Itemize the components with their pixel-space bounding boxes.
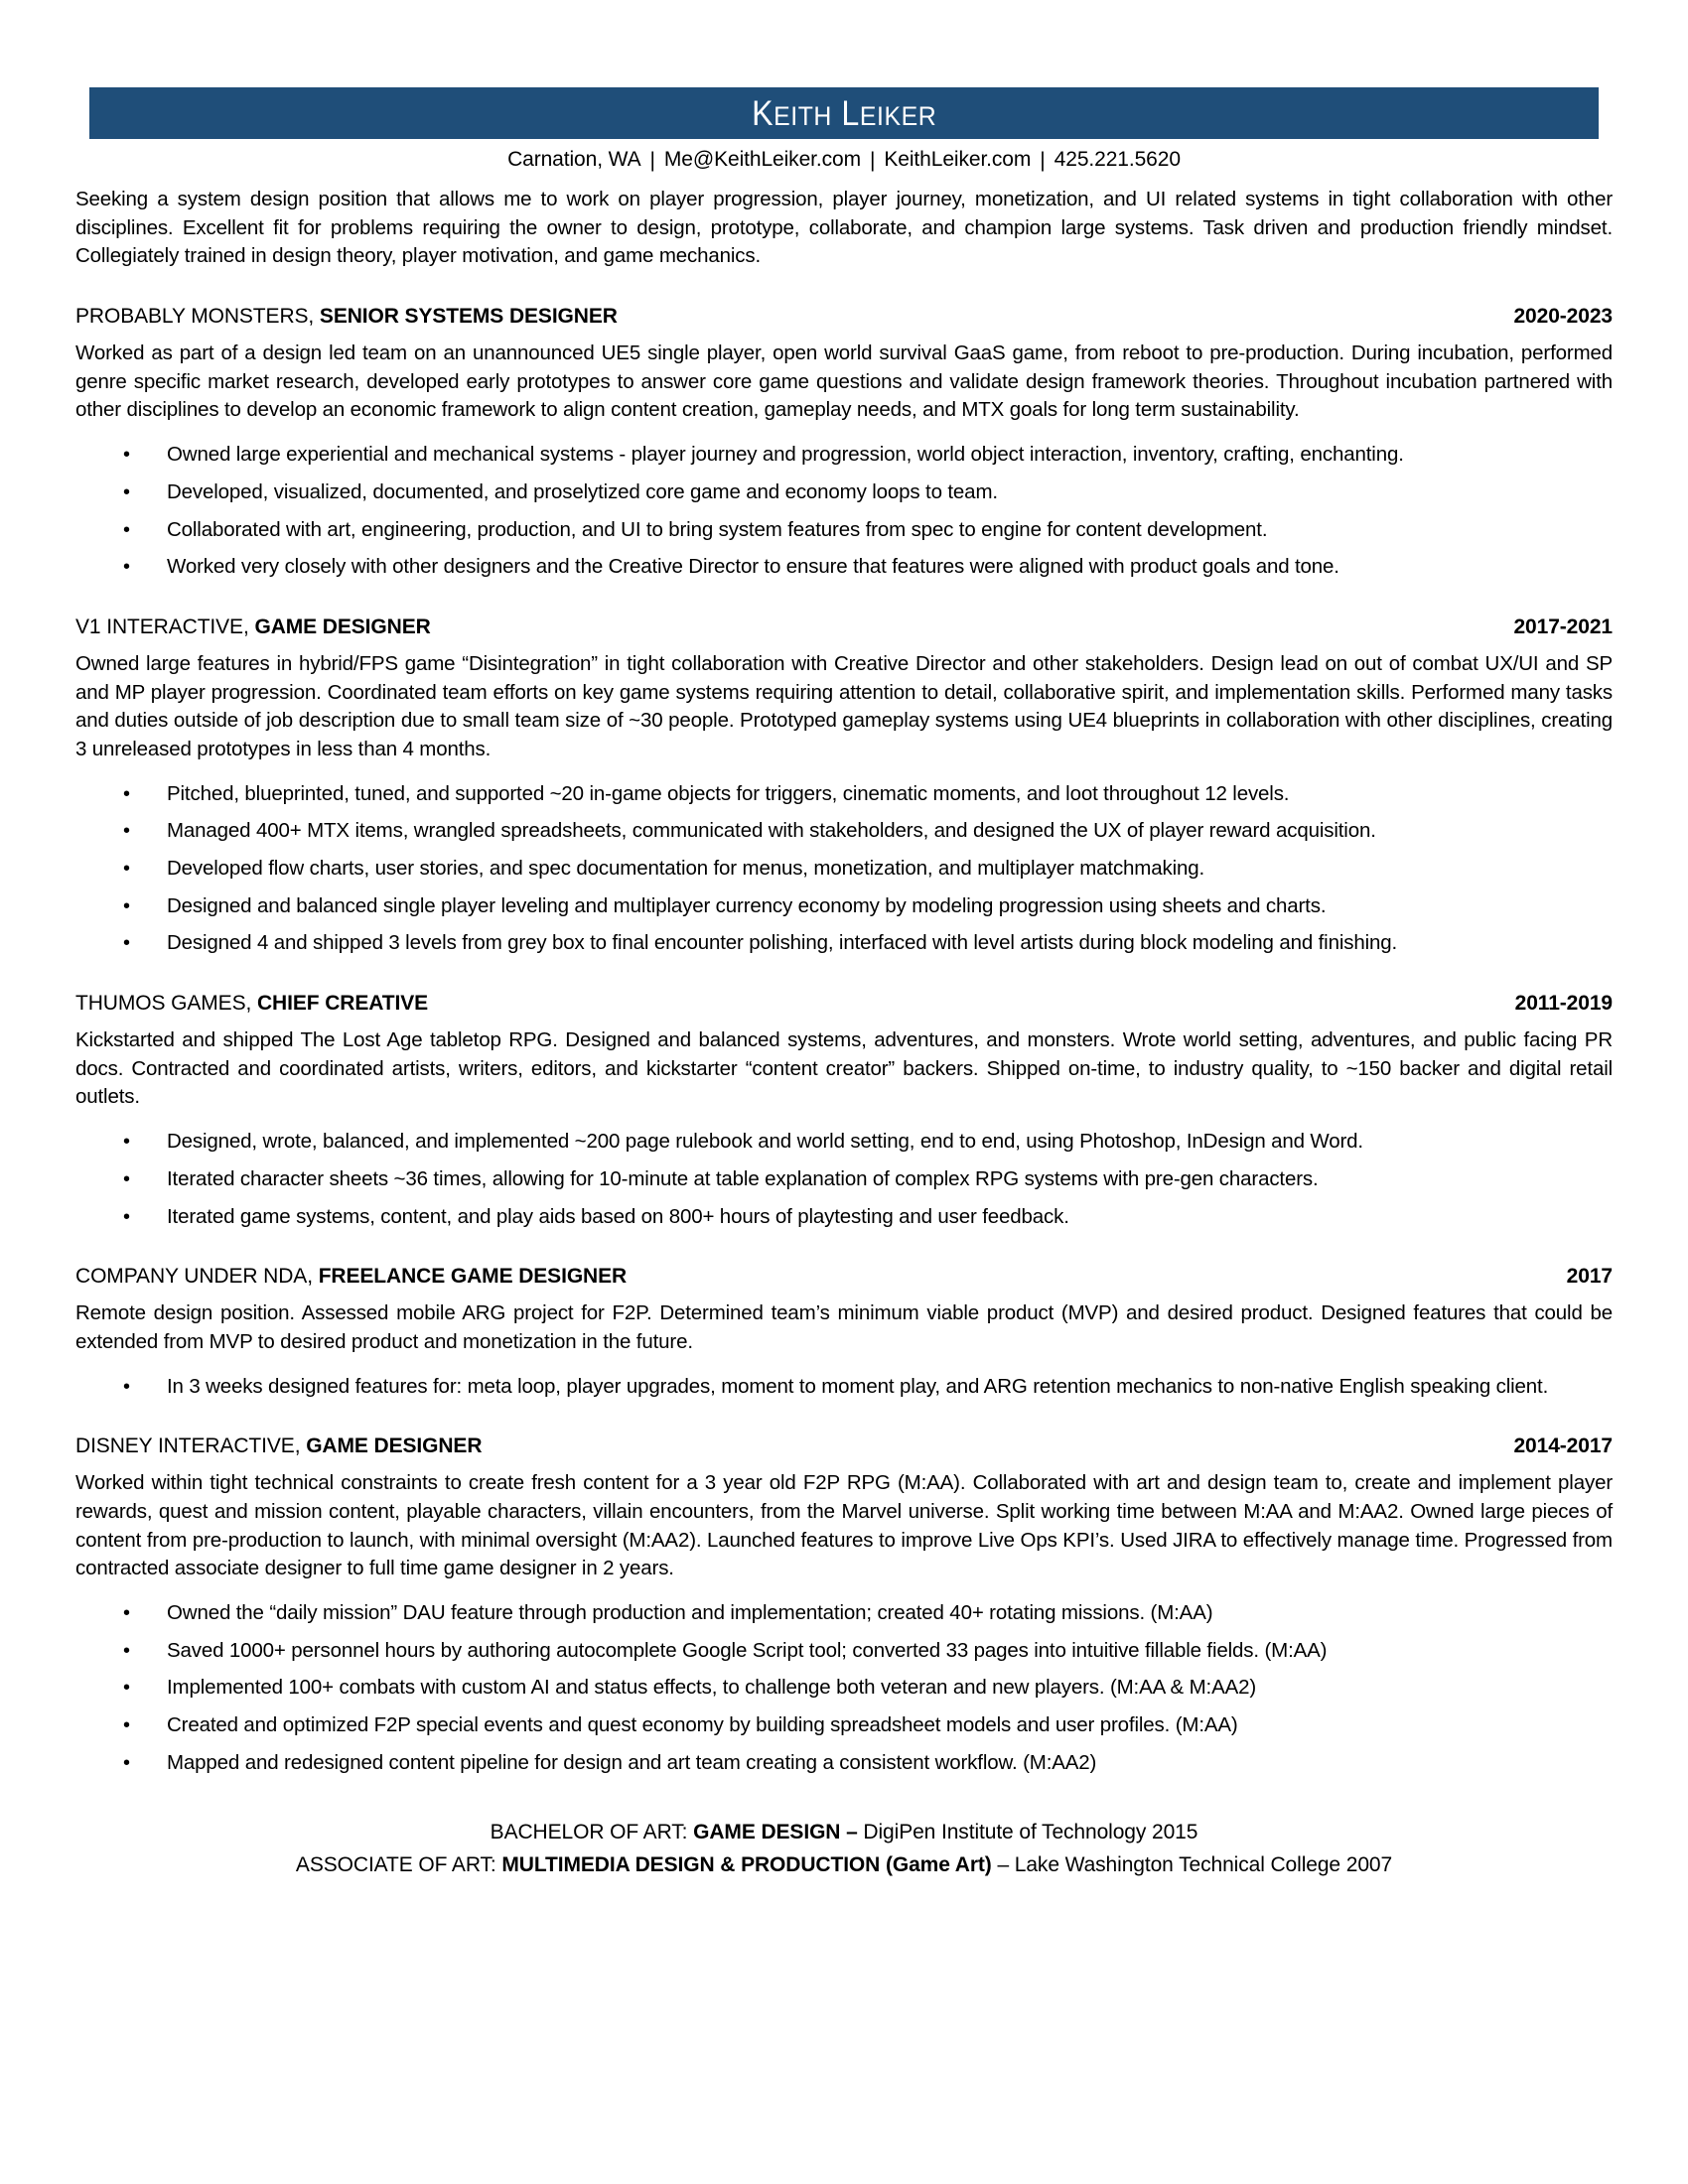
name-rest-first: EITH (773, 100, 832, 131)
job-role: GAME DESIGNER (306, 1434, 483, 1458)
education-degree: MULTIMEDIA DESIGN & PRODUCTION (Game Art) (501, 1852, 998, 1876)
job-role: GAME DESIGNER (254, 614, 431, 638)
bullet-text: Owned the “daily mission” DAU feature through production and implementation; created 40+ rotating missions. (M:AA) (167, 1601, 1213, 1624)
job-title-group (75, 992, 428, 1016)
job-company: DISNEY INTERACTIVE, (75, 1434, 301, 1458)
bullet-text: Owned large experiential and mechanical systems - player journey and progression, world object interaction, inventory, crafting, enchanting. (167, 443, 1404, 467)
bullet-text: Implemented 100+ combats with custom AI and status effects, to challenge both veteran and new players. (M:AA & M:AA2) (167, 1676, 1257, 1700)
job-title-group (75, 615, 431, 639)
job-title-group (75, 305, 618, 329)
job-bullet-list (75, 441, 1613, 582)
bullet-icon: • (123, 1131, 130, 1154)
job-description: Worked as part of a design led team on an unannounced UE5 single player, open world survival GaaS game, from reboot to pre-production. During incubation, performed genre specific market research, developed early prototypes to answer core game questions and validate design framework theories. Throughout incubation partnered with other disciplines to develop an economic framework to align content creation, gameplay needs, and MTX goals for long term sustainability. (75, 341, 1613, 422)
job-header (75, 305, 1613, 329)
bullet-text: Worked very closely with other designers and the Creative Director to ensure that features were aligned with product goals and tone. (167, 555, 1339, 579)
job-description: Remote design position. Assessed mobile ARG project for F2P. Determined team’s minimum viable product (MVP) and desired product. Designed features that could be extended from MVP to desired product and monetization in the future. (75, 1301, 1613, 1353)
job-bullet-item (75, 929, 1613, 958)
job-entry (75, 305, 1613, 582)
job-bullet-item (75, 1599, 1613, 1628)
bullet-icon: • (123, 782, 130, 805)
job-role: CHIEF CREATIVE (256, 992, 429, 1016)
job-bullet-list (75, 1373, 1613, 1402)
bullet-text: Designed, wrote, balanced, and implemented ~200 page rulebook and world setting, end to end, using Photoshop, InDesign and Word. (167, 1130, 1363, 1154)
job-entry (75, 992, 1613, 1231)
job-description: Worked within tight technical constraints to create fresh content for a 3 year old F2P RPG (M:AA). Collaborated with art and design team to, create and implement player rewards, quest and mission content, playable characters, villain encounters, from the Marvel universe. Split working time between M:AA and M:AA2. Owned large pieces of content from pre-production to launch, with minimal oversight (M:AA2). Launched features to improve Live Ops KPI’s. Used JIRA to effectively manage time. Progressed from contracted associate designer to full time game designer in 2 years. (75, 1471, 1613, 1580)
education-prefix: BACHELOR OF ART: (490, 1821, 694, 1844)
job-company: V1 INTERACTIVE, (75, 614, 249, 638)
bullet-icon: • (123, 932, 130, 955)
job-header (75, 992, 1613, 1016)
education-item (75, 1817, 1613, 1849)
education-suffix: DigiPen Institute of Technology 2015 (863, 1821, 1198, 1844)
job-company: THUMOS GAMES, (75, 992, 252, 1016)
job-bullet-item (75, 1128, 1613, 1157)
job-bullet-list (75, 1599, 1613, 1777)
job-bullet-list (75, 1128, 1613, 1231)
job-title-group (75, 1265, 627, 1289)
job-entry (75, 1265, 1613, 1401)
bullet-text: In 3 weeks designed features for: meta loop, player upgrades, moment to moment play, and ARG retention mechanics to non-native English speaking client. (167, 1374, 1549, 1398)
job-dates: 2014-2017 (1513, 1434, 1613, 1458)
job-bullet-item (75, 441, 1613, 470)
job-bullet-item (75, 553, 1613, 582)
education-prefix: ASSOCIATE OF ART: (295, 1852, 502, 1876)
job-dates: 2017 (1566, 1265, 1613, 1289)
contact-separator: | (1040, 149, 1046, 172)
bullet-text: Created and optimized F2P special events and quest economy by building spreadsheet models and user profiles. (M:AA) (167, 1713, 1238, 1737)
bullet-icon: • (123, 1167, 130, 1190)
bullet-icon: • (123, 1751, 130, 1774)
bullet-text: Managed 400+ MTX items, wrangled spreadsheets, communicated with stakeholders, and designed the UX of player reward acquisition. (167, 819, 1376, 843)
bullet-icon: • (123, 894, 130, 917)
job-entry (75, 1434, 1613, 1777)
name-rest-last: EIKER (859, 100, 937, 131)
bullet-icon: • (123, 1205, 130, 1228)
bullet-icon: • (123, 1375, 130, 1398)
bullet-text: Mapped and redesigned content pipeline for design and art team creating a consistent workflow. (M:AA2) (167, 1750, 1097, 1774)
job-bullet-item (75, 1749, 1613, 1778)
bullet-text: Designed and balanced single player leveling and multiplayer currency economy by modeling progression using sheets and charts. (167, 893, 1327, 917)
education-suffix: – Lake Washington Technical College 2007 (997, 1852, 1393, 1876)
bullet-text: Iterated character sheets ~36 times, allowing for 10-minute at table explanation of complex RPG systems with pre-gen characters. (167, 1166, 1319, 1190)
bullet-text: Collaborated with art, engineering, production, and UI to bring system features from spec to engine for content development. (167, 517, 1268, 541)
experience-section (75, 305, 1613, 1777)
job-bullet-item (75, 1711, 1613, 1740)
contact-line (75, 148, 1613, 172)
job-bullet-item (75, 855, 1613, 884)
education-section (75, 1817, 1613, 1881)
contact-email[interactable]: Me@KeithLeiker.com (663, 148, 862, 171)
bullet-text: Developed, visualized, documented, and proselytized core game and economy loops to team. (167, 479, 998, 503)
name-initial-first: K (751, 93, 774, 133)
bullet-icon: • (123, 1714, 130, 1737)
job-bullet-item (75, 516, 1613, 545)
job-bullet-item (75, 1203, 1613, 1232)
job-company: COMPANY UNDER NDA, (75, 1265, 313, 1289)
education-degree: GAME DESIGN – (693, 1821, 864, 1844)
job-role: SENIOR SYSTEMS DESIGNER (319, 305, 618, 329)
contact-separator: | (870, 149, 876, 172)
bullet-icon: • (123, 1602, 130, 1624)
job-dates: 2017-2021 (1513, 614, 1613, 638)
job-bullet-item (75, 1674, 1613, 1703)
name-initial-last: L (841, 93, 860, 133)
candidate-name (751, 93, 937, 133)
job-bullet-item (75, 1373, 1613, 1402)
contact-location: Carnation, WA (507, 148, 641, 171)
job-header (75, 1265, 1613, 1289)
bullet-icon: • (123, 820, 130, 843)
bullet-icon: • (123, 480, 130, 503)
job-company: PROBABLY MONSTERS, (75, 305, 315, 329)
job-title-group (75, 1434, 482, 1458)
summary-paragraph: Seeking a system design position that allows me to work on player progression, player journey, monetization, and UI related systems in tight collaboration with other disciplines. Excellent fit for problems requiring the owner to design, prototype, collaborate, and champion large systems. Task driven and production friendly mindset. Collegiately trained in design theory, player motivation, and game mechanics. (75, 188, 1613, 268)
job-dates: 2011-2019 (1514, 992, 1613, 1016)
contact-separator: | (649, 149, 655, 172)
bullet-text: Iterated game systems, content, and play aids based on 800+ hours of playtesting and user feedback. (167, 1204, 1069, 1228)
job-dates: 2020-2023 (1513, 305, 1613, 329)
contact-website[interactable]: KeithLeiker.com (884, 148, 1032, 171)
bullet-icon: • (123, 1677, 130, 1700)
contact-phone[interactable]: 425.221.5620 (1054, 148, 1181, 171)
job-header (75, 615, 1613, 639)
bullet-text: Pitched, blueprinted, tuned, and supported ~20 in-game objects for triggers, cinematic moments, and loot throughout 12 levels. (167, 781, 1290, 805)
job-bullet-item (75, 780, 1613, 809)
bullet-icon: • (123, 556, 130, 579)
bullet-icon: • (123, 518, 130, 541)
job-bullet-item (75, 892, 1613, 921)
education-item (75, 1849, 1613, 1882)
job-entry (75, 615, 1613, 958)
bullet-text: Saved 1000+ personnel hours by authoring autocomplete Google Script tool; converted 33 pages into intuitive fillable fields. (M:AA) (167, 1638, 1328, 1662)
name-banner (89, 87, 1599, 139)
bullet-text: Developed flow charts, user stories, and spec documentation for menus, monetization, and multiplayer matchmaking. (167, 857, 1205, 880)
bullet-text: Designed 4 and shipped 3 levels from grey box to final encounter polishing, interfaced with level artists during block modeling and finishing. (167, 931, 1398, 955)
bullet-icon: • (123, 1639, 130, 1662)
job-bullet-list (75, 780, 1613, 958)
job-role: FREELANCE GAME DESIGNER (318, 1265, 628, 1289)
job-header (75, 1434, 1613, 1458)
job-bullet-item (75, 478, 1613, 507)
bullet-icon: • (123, 858, 130, 880)
job-bullet-item (75, 1637, 1613, 1666)
job-description: Kickstarted and shipped The Lost Age tabletop RPG. Designed and balanced systems, adventures, and monsters. Wrote world setting, adventures, and public facing PR docs. Contracted and coordinated artists, writers, editors, and kickstarter “content creator” backers. Shipped on-time, to industry quality, to ~150 backer and digital retail outlets. (75, 1028, 1613, 1109)
job-description: Owned large features in hybrid/FPS game “Disintegration” in tight collaboration with Creative Director and other stakeholders. Design lead on out of combat UX/UI and SP and MP player progression. Coordinated team efforts on key game systems requiring attention to detail, collaborative spirit, and implementation skills. Performed many tasks and duties outside of job description due to small team size of ~30 people. Prototyped gameplay systems using UE4 blueprints in collaboration with other disciplines, creating 3 unreleased prototypes in less than 4 months. (75, 651, 1613, 760)
bullet-icon: • (123, 444, 130, 467)
job-bullet-item (75, 1165, 1613, 1194)
job-bullet-item (75, 817, 1613, 846)
